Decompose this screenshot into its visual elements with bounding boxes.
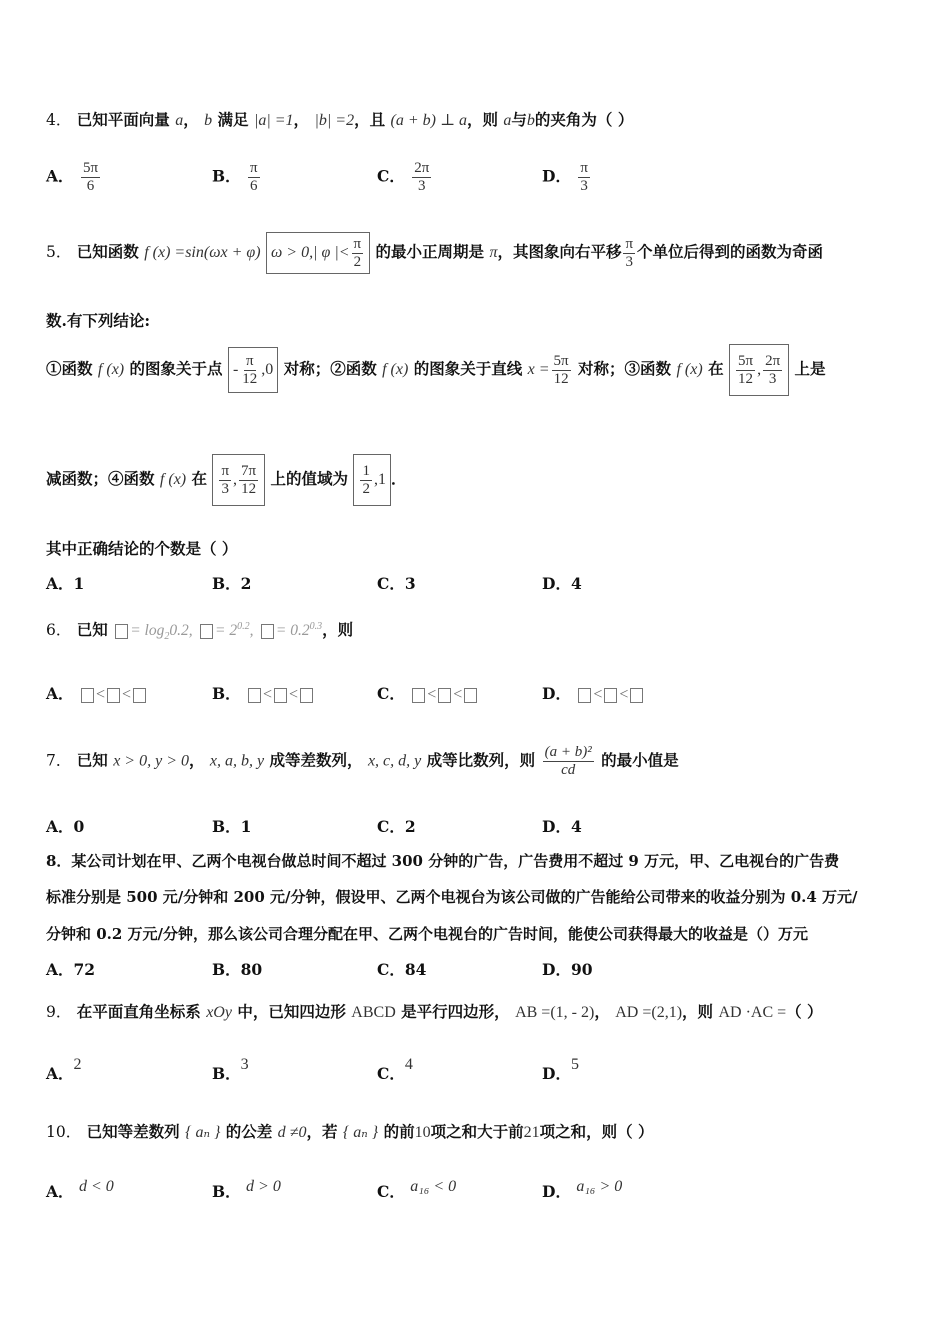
option-b[interactable]: B．80 bbox=[212, 960, 263, 979]
option-c[interactable] bbox=[377, 160, 433, 195]
common-difference: d ≠0 bbox=[277, 1124, 307, 1141]
fraction bbox=[412, 160, 431, 195]
q9-text: ，则 bbox=[682, 1002, 714, 1021]
option-label: B． bbox=[212, 1182, 241, 1201]
condition-b-norm: |b| =2 bbox=[314, 112, 355, 129]
q5-text: 在 bbox=[708, 359, 724, 378]
option-d[interactable]: D．4 bbox=[542, 574, 582, 593]
denominator: 3 bbox=[580, 178, 588, 194]
option-a[interactable] bbox=[46, 1052, 82, 1083]
option-label: A． bbox=[46, 684, 74, 703]
q7-text: 成等比数列，则 bbox=[426, 750, 536, 770]
denominator: 3 bbox=[768, 370, 777, 387]
option-expr: d < 0 bbox=[78, 1178, 114, 1195]
q10-text: 已知等差数列 bbox=[86, 1122, 180, 1141]
question-8-line2: 标准分别是 500 元/分钟和 200 元/分钟，假设甲、乙两个电视台为该公司做的广告能给公司带来的收益分别为 0.4 万元/ bbox=[46, 888, 858, 906]
fraction bbox=[352, 236, 364, 271]
option-label: A． bbox=[46, 166, 74, 186]
placeholder-box bbox=[412, 688, 425, 703]
option-d[interactable]: D．4 bbox=[542, 817, 582, 836]
option-a[interactable] bbox=[46, 1174, 114, 1201]
option-c[interactable]: C．3 bbox=[377, 574, 416, 593]
option-c[interactable] bbox=[377, 1052, 413, 1083]
fraction bbox=[736, 353, 755, 388]
q5-text: 上的值域为 bbox=[270, 469, 349, 488]
arithmetic-seq: x, a, b, y bbox=[209, 752, 265, 770]
option-c[interactable] bbox=[377, 1174, 457, 1201]
placeholder-box bbox=[261, 624, 274, 639]
q5-text: 的最小正周期是 bbox=[375, 242, 485, 261]
option-label: D． bbox=[542, 1182, 571, 1201]
fraction bbox=[239, 463, 258, 498]
option-a[interactable]: A．72 bbox=[46, 960, 96, 979]
numerator: π bbox=[580, 160, 588, 176]
point-paren bbox=[228, 347, 278, 393]
numerator: 7π bbox=[241, 462, 257, 479]
conclusion-3: 对称；③函数 bbox=[578, 359, 672, 378]
expr-pow: = 2 bbox=[215, 622, 238, 639]
option-expr: a₁₆ < 0 bbox=[410, 1178, 457, 1195]
option-d[interactable]: D．90 bbox=[542, 960, 593, 979]
vector-a: a bbox=[175, 112, 184, 129]
conclusion-2: 对称；②函数 bbox=[283, 359, 377, 378]
numerator: 5π bbox=[82, 160, 99, 176]
log-arg: 0.2, bbox=[169, 622, 193, 639]
range-right: ,1 bbox=[373, 471, 386, 488]
q5-text: 上是 bbox=[794, 359, 826, 378]
placeholder-box bbox=[630, 688, 643, 703]
function-name: f (x) bbox=[97, 361, 125, 378]
denominator: 6 bbox=[86, 178, 95, 194]
interval-bracket: $\frac{\pi}{3}$ , $\frac{7\pi}{12}$ bbox=[212, 454, 265, 506]
option-value: 3 bbox=[240, 1056, 249, 1073]
function-name: f (x) bbox=[159, 471, 187, 488]
fraction bbox=[81, 160, 100, 195]
sequence: { aₙ } bbox=[342, 1124, 379, 1141]
q4-text: 满足 bbox=[217, 110, 249, 129]
q4-text: ，且 bbox=[354, 110, 386, 129]
numerator: π bbox=[250, 160, 258, 176]
q4-sep: ， bbox=[183, 110, 199, 129]
option-d[interactable]: D． < < bbox=[542, 682, 645, 704]
function-name: f (x) bbox=[676, 361, 703, 378]
numerator: π bbox=[625, 235, 634, 252]
q6-text: ，则 bbox=[322, 620, 354, 639]
question-9 bbox=[46, 1000, 904, 1022]
option-d[interactable] bbox=[542, 1052, 579, 1083]
function-def: f (x) =sin(ωx + φ) bbox=[144, 244, 261, 261]
fraction bbox=[763, 353, 782, 388]
q9-text: 在平面直角坐标系 bbox=[76, 1002, 201, 1021]
option-c[interactable]: C．2 bbox=[377, 817, 416, 836]
fraction bbox=[248, 160, 260, 195]
placeholder-box bbox=[438, 688, 451, 703]
option-d[interactable] bbox=[542, 160, 592, 195]
denominator: 12 bbox=[553, 370, 569, 387]
numerator: 5π bbox=[737, 352, 754, 369]
vector-ad: AD =(2,1) bbox=[615, 1004, 683, 1021]
numerator: π bbox=[245, 352, 254, 369]
conclusion-1: ①函数 bbox=[46, 359, 93, 378]
question-number: 7． bbox=[46, 751, 72, 770]
denominator: 6 bbox=[250, 178, 258, 194]
option-label: C． bbox=[377, 166, 405, 186]
q4-text: 的夹角为（ ） bbox=[534, 110, 634, 129]
option-expr: d > 0 bbox=[246, 1178, 281, 1195]
question-5-line3 bbox=[46, 344, 904, 396]
q9-text: （ ） bbox=[786, 1002, 823, 1021]
fraction bbox=[623, 236, 635, 271]
question-number: 6． bbox=[46, 621, 72, 639]
option-b[interactable]: B．2 bbox=[212, 574, 252, 593]
q10-text: 项之和，则（ ） bbox=[539, 1122, 654, 1141]
question-5-line4 bbox=[46, 454, 904, 506]
quadrilateral: ABCD bbox=[351, 1004, 396, 1021]
denominator: 12 bbox=[241, 480, 257, 497]
option-label: C． bbox=[377, 1064, 405, 1083]
q7-text: 成等差数列， bbox=[269, 750, 363, 770]
q5-text: 的图象关于点 bbox=[129, 359, 223, 378]
vector-ab: AB =(1, - 2) bbox=[515, 1004, 595, 1021]
option-label: B． bbox=[212, 1064, 241, 1083]
option-a[interactable]: A．1 bbox=[46, 574, 85, 593]
q9-sep: ， bbox=[594, 1002, 610, 1021]
placeholder-box bbox=[464, 688, 477, 703]
expr-log: = log bbox=[130, 622, 165, 639]
q5-text: 已知函数 bbox=[76, 242, 139, 261]
fraction bbox=[360, 463, 372, 498]
option-b[interactable]: B．1 bbox=[212, 817, 252, 836]
question-number: 9． bbox=[46, 1003, 72, 1021]
option-label: C． bbox=[377, 1182, 405, 1201]
option-d[interactable] bbox=[542, 1174, 623, 1201]
denominator: cd bbox=[561, 762, 576, 778]
q4-text: ，则 bbox=[466, 110, 498, 129]
option-label: A． bbox=[46, 1182, 74, 1201]
question-7 bbox=[46, 744, 904, 779]
log-base: 2 bbox=[164, 631, 170, 643]
option-c[interactable]: C．84 bbox=[377, 960, 427, 979]
option-label: A． bbox=[46, 1064, 74, 1083]
placeholder-box bbox=[133, 688, 146, 703]
placeholder-box bbox=[81, 688, 94, 703]
denominator: 12 bbox=[242, 370, 258, 387]
option-value: 2 bbox=[73, 1056, 82, 1073]
option-label: B． bbox=[212, 684, 241, 703]
q9-text: 是平行四边形， bbox=[401, 1002, 510, 1021]
denominator: 3 bbox=[418, 178, 426, 194]
q4-text: 与 bbox=[511, 110, 527, 129]
option-label: D． bbox=[542, 166, 571, 186]
condition: ω > 0,| φ |< bbox=[270, 244, 350, 261]
geometric-seq: x, c, d, y bbox=[367, 752, 422, 770]
term-count: 21 bbox=[523, 1124, 540, 1141]
question-5-ask bbox=[46, 537, 904, 559]
fraction bbox=[552, 353, 571, 388]
q10-text: 项之和大于前 bbox=[430, 1122, 524, 1141]
option-expr: a₁₆ > 0 bbox=[576, 1178, 623, 1195]
q10-text: 的前 bbox=[383, 1122, 415, 1141]
numerator: 2π bbox=[414, 160, 430, 176]
vector-b: b bbox=[204, 112, 213, 129]
numerator: 5π bbox=[553, 352, 569, 369]
option-value: 5 bbox=[570, 1056, 579, 1073]
q4-sep: ， bbox=[293, 110, 310, 129]
fraction bbox=[219, 463, 231, 498]
question-5-line2 bbox=[46, 309, 904, 331]
denominator: 2 bbox=[353, 253, 362, 270]
denominator: 12 bbox=[738, 370, 754, 387]
numerator: 2π bbox=[765, 352, 781, 369]
range-bracket bbox=[353, 454, 391, 506]
question-number: 10． bbox=[46, 1123, 82, 1141]
numerator: 1 bbox=[362, 462, 370, 479]
option-value: 4 bbox=[404, 1056, 413, 1073]
q5-ask: 其中正确结论的个数是（ ） bbox=[46, 539, 238, 558]
interval-bracket: $\frac{5\pi}{12}$ , $\frac{2\pi}{3}$ bbox=[729, 344, 789, 396]
q5-text: 的图象关于直线 bbox=[413, 359, 523, 378]
question-number: 4． bbox=[46, 111, 72, 129]
vector-a: a bbox=[503, 112, 512, 129]
option-c[interactable]: C． < < bbox=[377, 682, 479, 704]
option-b[interactable] bbox=[212, 160, 262, 195]
placeholder-box bbox=[274, 688, 287, 703]
option-b[interactable] bbox=[212, 1052, 249, 1083]
question-number: 5． bbox=[46, 243, 72, 261]
coordinate-system: xOy bbox=[206, 1004, 232, 1021]
q7-text: 已知 bbox=[76, 750, 108, 770]
option-label: D． bbox=[542, 684, 571, 703]
expr-pow: = 0.2 bbox=[275, 622, 310, 639]
condition-perpendicular: (a + b) ⊥ a bbox=[390, 112, 467, 129]
placeholder-box bbox=[300, 688, 313, 703]
exponent: 0.3 bbox=[309, 620, 323, 632]
question-8-line3: 分钟和 0.2 万元/分钟，那么该公司合理分配在甲、乙两个电视台的广告时间，能使公司获得最大的收益是（）万元 bbox=[46, 925, 809, 943]
conclusion-4: 减函数；④函数 bbox=[46, 469, 155, 488]
sign: - bbox=[232, 361, 239, 378]
denominator: 3 bbox=[625, 253, 633, 270]
placeholder-box bbox=[200, 624, 213, 639]
denominator: 3 bbox=[221, 480, 229, 497]
option-a[interactable]: A． < < bbox=[46, 682, 148, 704]
q5-text: ，其图象向右平移 bbox=[497, 242, 622, 261]
q10-text: ，若 bbox=[306, 1122, 338, 1141]
function-name: f (x) bbox=[382, 361, 409, 378]
placeholder-box bbox=[107, 688, 120, 703]
question-6: 6． 已知 = $\log_20.2$, = $2^{0.2}$, = $0.2^{0.3}$，则 bbox=[46, 620, 354, 643]
condition-positive: x > 0, y > 0 bbox=[113, 752, 189, 770]
question-5 bbox=[46, 232, 904, 274]
placeholder-box bbox=[248, 688, 261, 703]
fraction bbox=[240, 353, 259, 388]
option-b[interactable] bbox=[212, 1174, 281, 1201]
point-y: ,0 bbox=[261, 361, 274, 378]
denominator: 2 bbox=[362, 480, 370, 497]
line-x: x = bbox=[527, 361, 550, 378]
question-4 bbox=[46, 108, 904, 130]
option-label: D． bbox=[542, 1064, 571, 1083]
vector-b: b bbox=[526, 112, 535, 129]
numerator: π bbox=[353, 235, 362, 252]
placeholder-box bbox=[115, 624, 128, 639]
q5-text: 在 bbox=[191, 469, 208, 488]
fraction bbox=[578, 160, 590, 195]
q5-text: 个单位后得到的函数为奇函 bbox=[637, 242, 824, 261]
term-count: 10 bbox=[414, 1124, 431, 1141]
placeholder-box bbox=[578, 688, 591, 703]
q10-text: 的公差 bbox=[225, 1122, 273, 1141]
condition-a-norm: |a| =1 bbox=[253, 112, 294, 129]
option-label: C． bbox=[377, 684, 405, 703]
fraction bbox=[543, 744, 594, 779]
q7-text: 的最小值是 bbox=[601, 750, 679, 770]
question-8-line1: 8．某公司计划在甲、乙两个电视台做总时间不超过 300 分钟的广告，广告费用不超过 9 万元，甲、乙电视台的广告费 bbox=[46, 852, 840, 870]
option-label: B． bbox=[212, 166, 241, 186]
condition-paren bbox=[266, 232, 370, 274]
q6-text: 已知 bbox=[76, 620, 108, 639]
exponent: 0.2 bbox=[237, 620, 250, 632]
q4-text: 已知平面向量 bbox=[76, 110, 170, 129]
sequence: { aₙ } bbox=[185, 1124, 221, 1141]
period: π bbox=[489, 244, 498, 261]
option-a[interactable] bbox=[46, 160, 102, 195]
question-10 bbox=[46, 1120, 904, 1142]
q5-text: 数.有下列结论: bbox=[46, 311, 151, 330]
option-b[interactable]: B． < < bbox=[212, 682, 315, 704]
option-a[interactable]: A．0 bbox=[46, 817, 85, 836]
q5-text: ． bbox=[390, 469, 407, 488]
dot-product: AD ·AC = bbox=[718, 1004, 787, 1021]
q7-sep: ， bbox=[189, 750, 205, 770]
q9-text: 中，已知四边形 bbox=[237, 1002, 346, 1021]
numerator: π bbox=[221, 462, 230, 479]
numerator: (a + b)² bbox=[544, 744, 592, 760]
placeholder-box bbox=[604, 688, 617, 703]
